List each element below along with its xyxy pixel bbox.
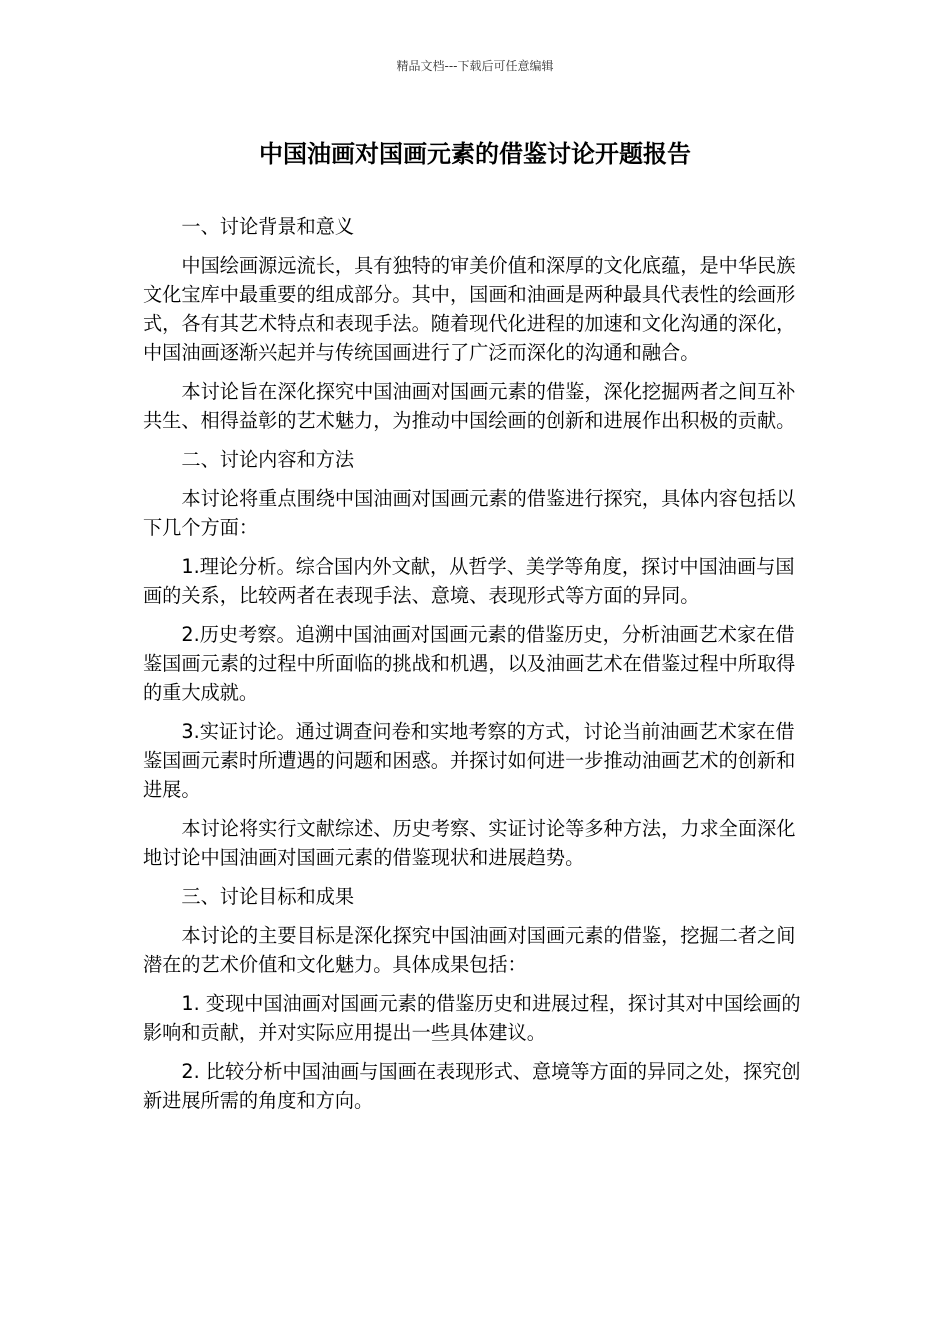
list-item: 1.理论分析。综合国内外文献，从哲学、美学等角度，探讨中国油画与国画的关系，比较两者在表现手法、意境、表现形式等方面的异同。 — [143, 555, 795, 607]
list-item: 2.历史考察。追溯中国油画对国画元素的借鉴历史，分析油画艺术家在借鉴国画元素的过程中所面临的挑战和机遇，以及油画艺术在借鉴过程中所取得的重大成就。 — [143, 623, 796, 704]
paragraph: 本讨论将实行文献综述、历史考察、实证讨论等多种方法，力求全面深化地讨论中国油画对国画元素的借鉴现状和进展趋势。 — [143, 817, 796, 869]
section-heading-goals-results: 三、讨论目标和成果 — [181, 885, 355, 908]
section-heading-background: 一、讨论背景和意义 — [181, 215, 355, 238]
paragraph: 中国绘画源远流长，具有独特的审美价值和深厚的文化底蕴，是中华民族文化宝库中最重要的组成部分。其中，国画和油画是两种最具代表性的绘画形式，各有其艺术特点和表现手法。随着现代化进程的加速和文化沟通的深化，中国油画逐渐兴起并与传统国画进行了广泛而深化的沟通和融合。 — [143, 254, 796, 364]
list-item: 1. 变现中国油画对国画元素的借鉴历史和进展过程，探讨其对中国绘画的影响和贡献，并对实际应用提出一些具体建议。 — [143, 992, 801, 1044]
paragraph: 本讨论将重点围绕中国油画对国画元素的借鉴进行探究，具体内容包括以下几个方面： — [143, 487, 796, 539]
document-body — [143, 212, 803, 1125]
section-heading-content-methods: 二、讨论内容和方法 — [181, 448, 355, 471]
paragraph: 本讨论旨在深化探究中国油画对国画元素的借鉴，深化挖掘两者之间互补共生、相得益彰的艺术魅力，为推动中国绘画的创新和进展作出积极的贡献。 — [143, 380, 796, 432]
paragraph: 本讨论的主要目标是深化探究中国油画对国画元素的借鉴，挖掘二者之间潜在的艺术价值和文化魅力。具体成果包括： — [143, 924, 796, 976]
page-header: 精品文档---下载后可任意编辑 — [396, 59, 554, 73]
list-item: 2. 比较分析中国油画与国画在表现形式、意境等方面的异同之处，探究创新进展所需的角度和方向。 — [143, 1060, 801, 1112]
document-title: 中国油画对国画元素的借鉴讨论开题报告 — [259, 140, 691, 168]
list-item: 3.实证讨论。通过调查问卷和实地考察的方式，讨论当前油画艺术家在借鉴国画元素时所遭遇的问题和困惑。并探讨如何进一步推动油画艺术的创新和进展。 — [143, 720, 796, 801]
